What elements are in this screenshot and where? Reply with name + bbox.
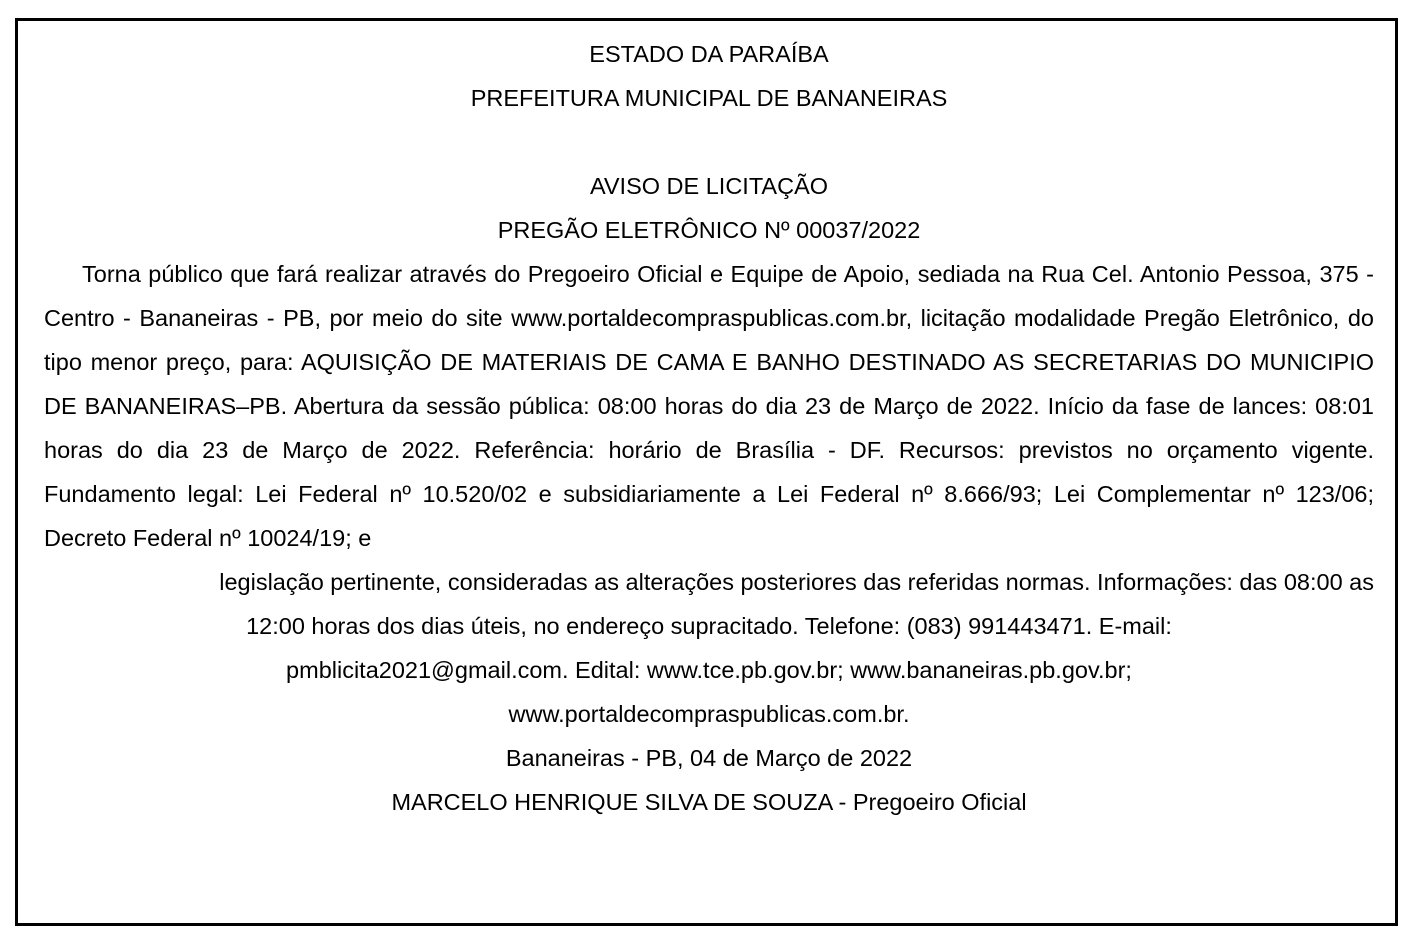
notice-title: AVISO DE LICITAÇÃO [589, 173, 829, 199]
notice-contact-links: pmblicita2021@gmail.com. Edital: www.tce.pb.gov.br; www.bananeiras.pb.gov.br; [286, 657, 1132, 683]
spacer [44, 120, 1374, 164]
notice-number: PREGÃO ELETRÔNICO Nº 00037/2022 [497, 217, 921, 243]
notice-body-continuation: legislação pertinente, consideradas as alterações posteriores das referidas normas. Informações: das 08:00 as [219, 569, 1374, 595]
municipality-heading: PREFEITURA MUNICIPAL DE BANANEIRAS [470, 85, 948, 111]
notice-contact-hours: 12:00 horas dos dias úteis, no endereço supracitado. Telefone: (083) 991443471. E-mail: [246, 613, 1172, 639]
signatory: MARCELO HENRIQUE SILVA DE SOUZA - Pregoeiro Oficial [391, 789, 1027, 815]
notice-body: Torna público que fará realizar através do Pregoeiro Oficial e Equipe de Apoio, sediada na Rua Cel. Antonio Pessoa, 375 - Centro - Bananeiras - PB, por meio do site www.portaldecompraspublicas.com.br, licitação modalidade Pregão Eletrônico, do tipo menor preço, para: AQUISIÇÃO DE MATERIAIS DE CAMA E BANHO DESTINADO AS SECRETARIAS DO MUNICIPIO DE BANANEIRAS–PB. Abertura da sessão pública: 08:00 horas do dia 23 de Março de 2022. Início da fase de lances: 08:01 horas do dia 23 de Março de 2022. Referência: horário de Brasília - DF. Recursos: previstos no orçamento vigente. Fundamento legal: Lei Federal nº 10.520/02 e subsidiariamente a Lei Federal nº 8.666/93; Lei Complementar nº 123/06; Decreto Federal nº 10024/19; e [44, 261, 1374, 551]
state-heading: ESTADO DA PARAÍBA [589, 41, 829, 67]
place-date: Bananeiras - PB, 04 de Março de 2022 [505, 745, 913, 771]
notice-portal-link: www.portaldecompraspublicas.com.br. [508, 701, 910, 727]
notice-content [44, 32, 1374, 824]
